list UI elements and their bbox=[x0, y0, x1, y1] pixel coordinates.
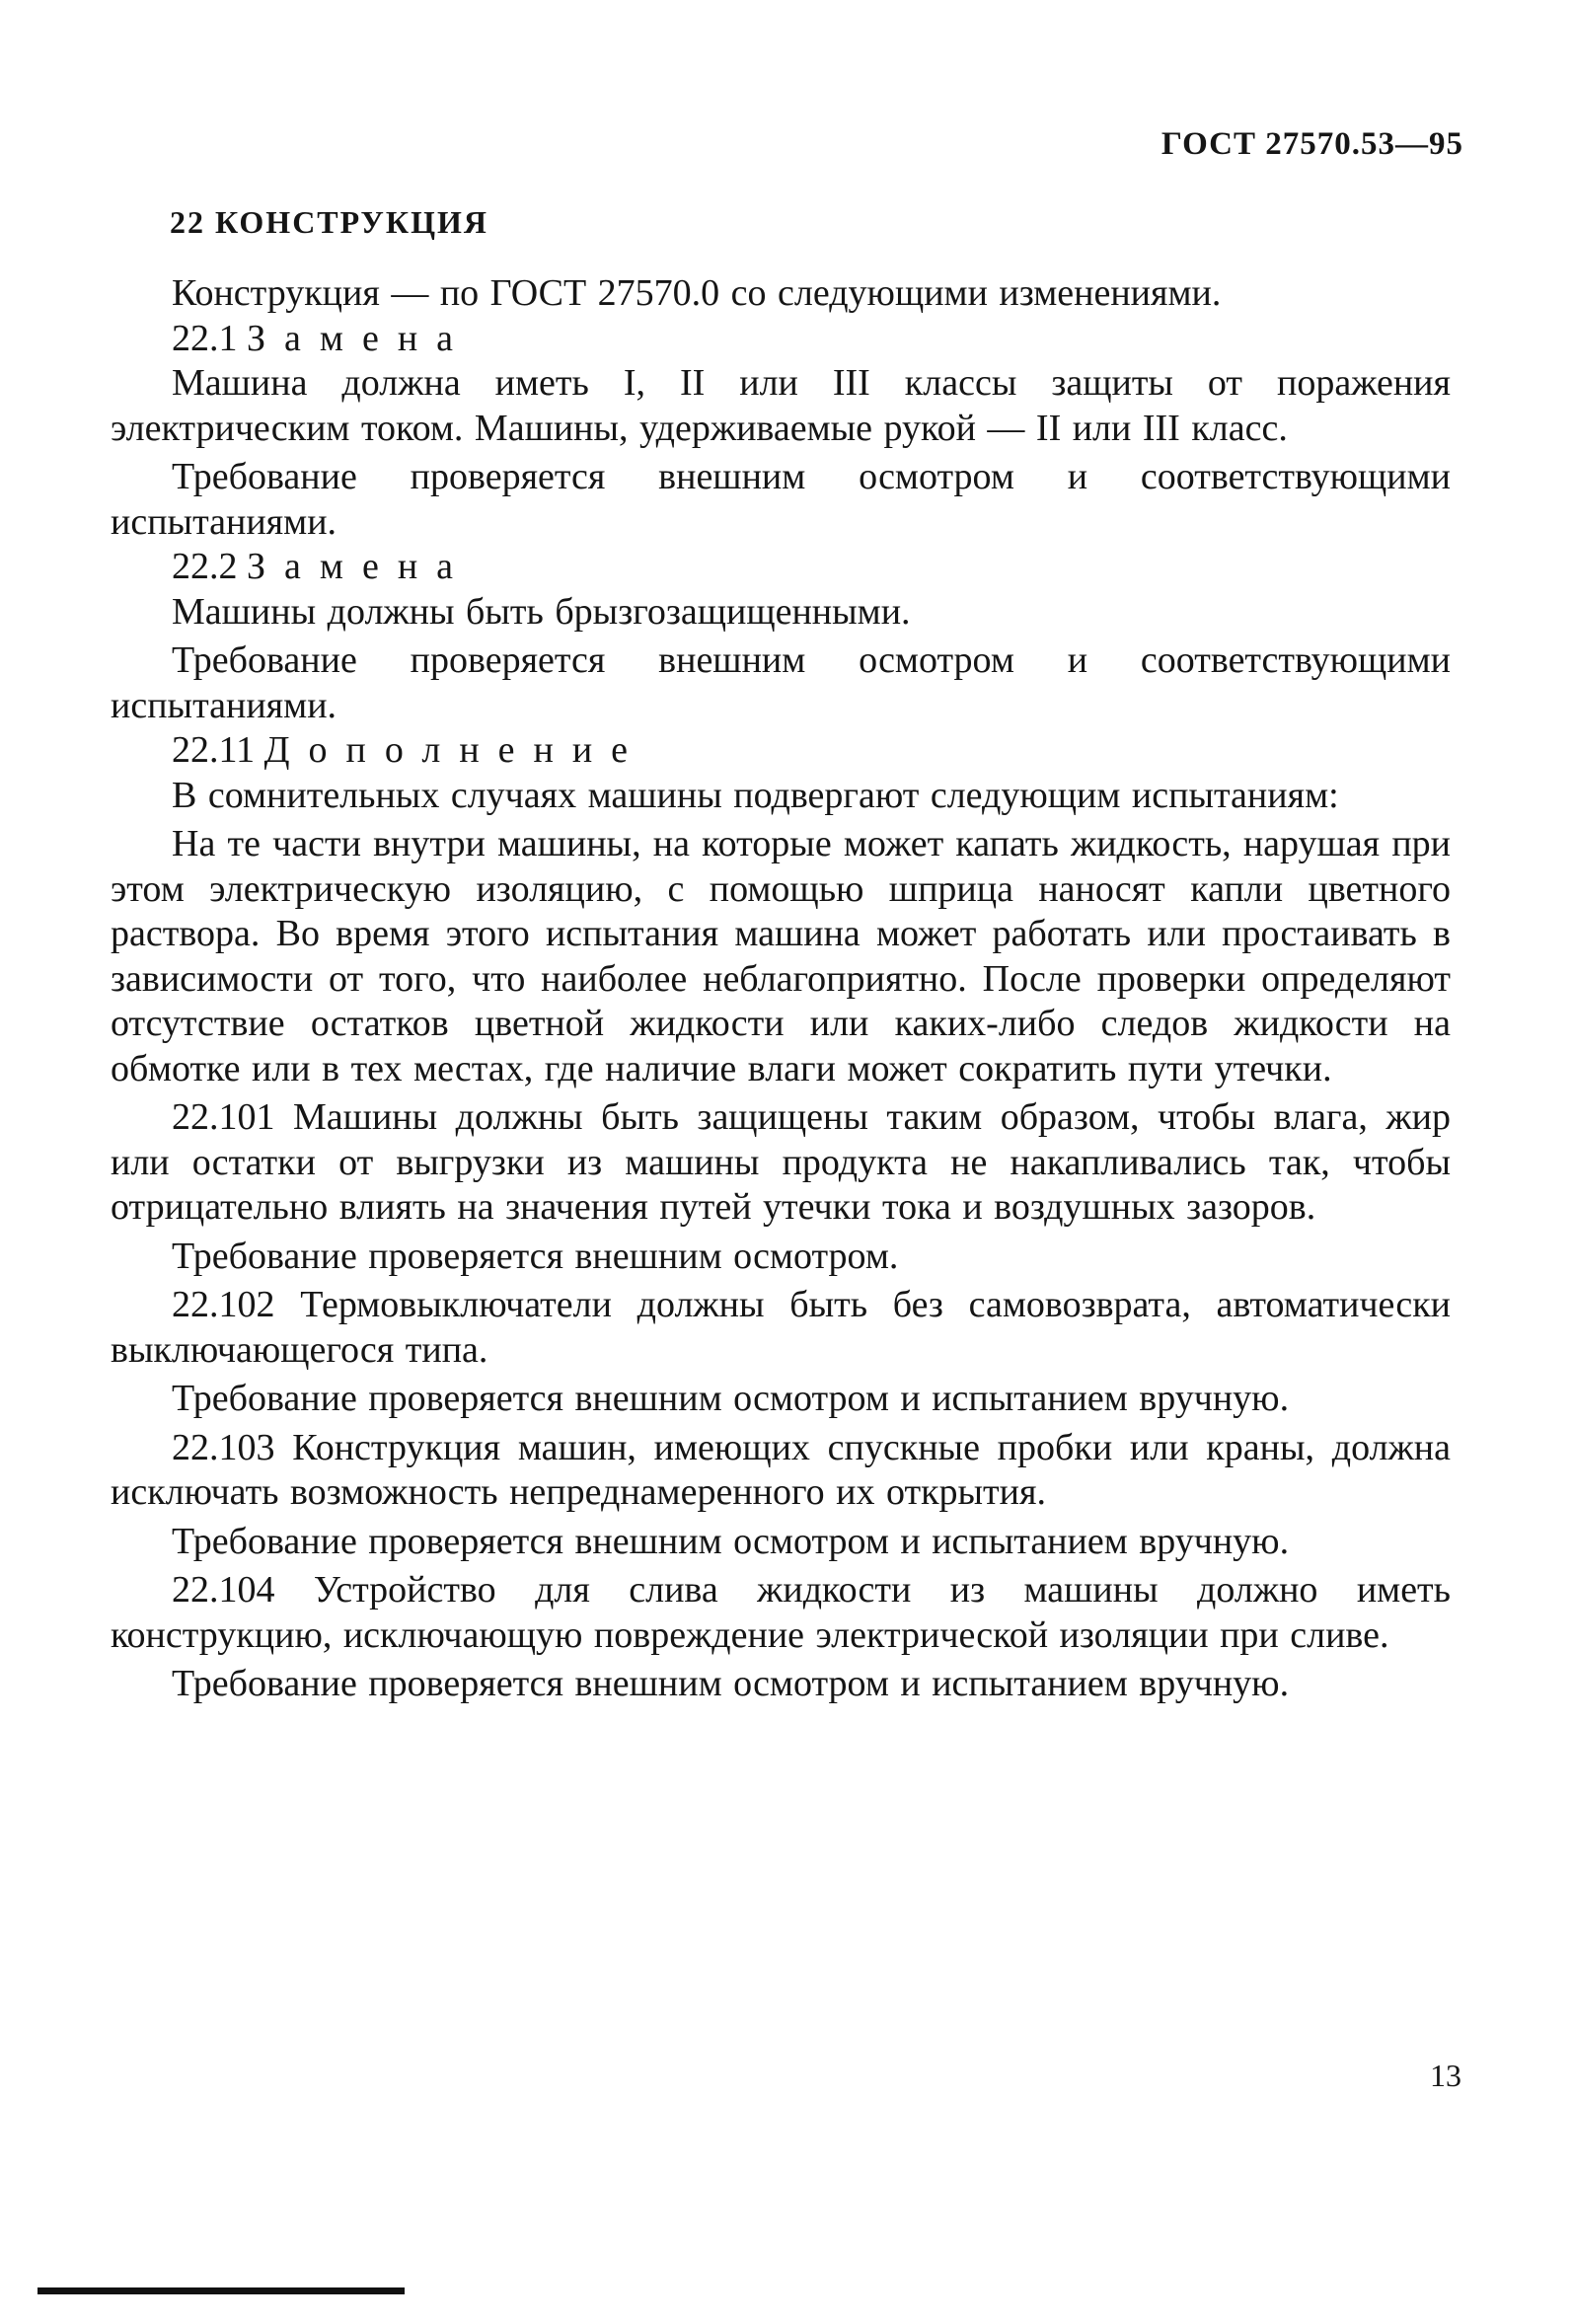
text-block bbox=[111, 202, 1451, 1707]
paragraph: Машины должны быть брызгозащищенными. bbox=[172, 590, 911, 633]
paragraph: Требование проверяется внешним осмотром. bbox=[172, 1235, 899, 1277]
clause-heading bbox=[111, 728, 1451, 774]
clause-number: 22.2 bbox=[172, 546, 238, 587]
clause-heading-text: Дополнение bbox=[263, 729, 647, 771]
paragraph: Требование проверяется внешним осмотром и соответствующими испытаниями. bbox=[111, 639, 1451, 726]
section-title: 22 КОНСТРУКЦИЯ bbox=[170, 204, 488, 240]
clause-heading-text: Замена bbox=[247, 546, 473, 587]
paragraph: Требование проверяется внешним осмотром и испытанием вручную. bbox=[172, 1663, 1290, 1704]
paragraph: В сомнительных случаях машины подвергают следующим испытаниям: bbox=[172, 774, 1339, 816]
clause-number: 22.1 bbox=[172, 317, 238, 359]
clause-heading-text: Замена bbox=[247, 317, 473, 359]
page-number: 13 bbox=[1430, 2058, 1461, 2093]
section-intro: Конструкция — по ГОСТ 27570.0 со следующими изменениями. bbox=[172, 272, 1222, 314]
standard-code: ГОСТ 27570.53—95 bbox=[1160, 126, 1463, 162]
paragraph: 22.101 Машины должны быть защищены таким образом, чтобы влага, жир или остатки от выгрузки из машины продукта не накапливались так, чтобы отрицательно влиять на значения путей утечки тока и воздушных зазоров. bbox=[111, 1096, 1451, 1228]
paragraph: На те части внутри машины, на которые может капать жидкость, нарушая при этом электрическую изоляцию, с помощью шприца наносят капли цветного раствора. Во время этого испытания машина может работать или простаивать в зависимости от того, что наиболее неблагоприятно. После проверки определяют отсутствие остатков цветной жидкости или каких-либо следов жидкости на обмотке или в тех местах, где наличие влаги может сократить пути утечки. bbox=[111, 823, 1451, 1089]
clause-number: 22.11 bbox=[172, 729, 256, 771]
paragraph: 22.103 Конструкция машин, имеющих спускные пробки или краны, должна исключать возможность непреднамеренного их открытия. bbox=[111, 1426, 1451, 1513]
paragraph: 22.104 Устройство для слива жидкости из машины должно иметь конструкцию, исключающую повреждение электрической изоляции при сливе. bbox=[111, 1569, 1451, 1656]
clause-heading bbox=[111, 545, 1451, 590]
paragraph: Машина должна иметь I, II или III классы защиты от поражения электрическим током. Машины, удерживаемые рукой — II или III класс. bbox=[111, 362, 1451, 449]
paragraph: Требование проверяется внешним осмотром и соответствующими испытаниями. bbox=[111, 456, 1451, 543]
paragraph: Требование проверяется внешним осмотром и испытанием вручную. bbox=[172, 1378, 1290, 1419]
paragraph: 22.102 Термовыключатели должны быть без самовозврата, автоматически выключающегося типа. bbox=[111, 1284, 1451, 1371]
footer-rule bbox=[37, 2287, 405, 2294]
paragraph: Требование проверяется внешним осмотром и испытанием вручную. bbox=[172, 1520, 1290, 1562]
clause-heading bbox=[111, 317, 1451, 362]
